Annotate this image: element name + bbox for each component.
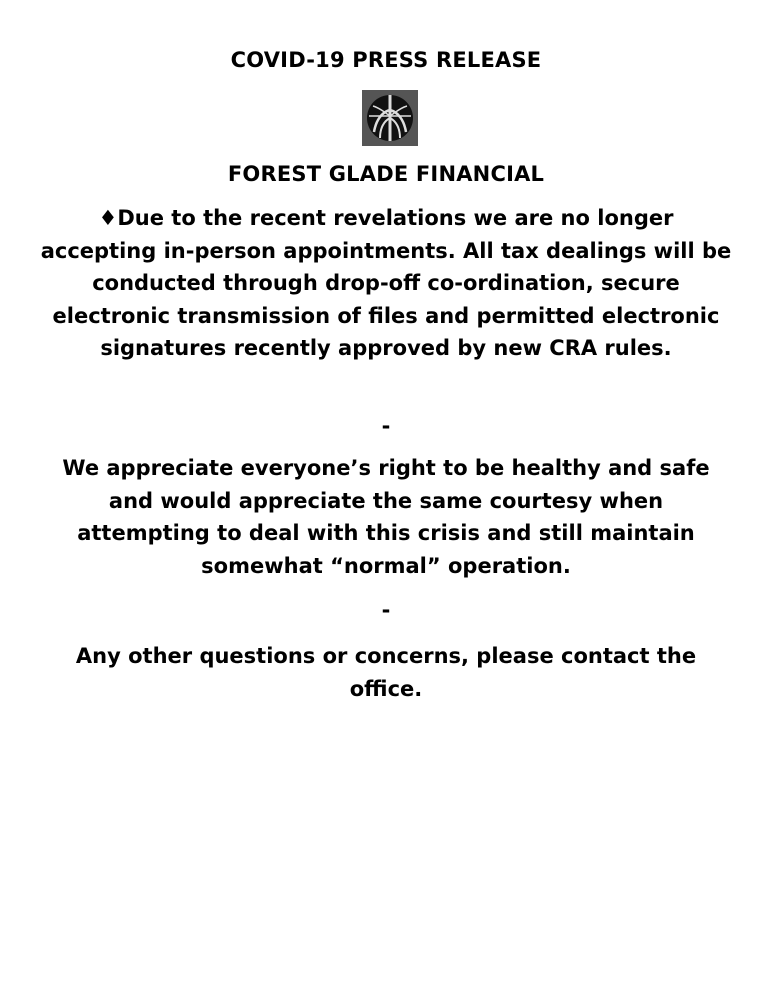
separator: - bbox=[381, 414, 391, 438]
forest-glade-logo-icon bbox=[362, 90, 418, 146]
document-title: COVID-19 PRESS RELEASE bbox=[230, 48, 542, 72]
separator: - bbox=[381, 598, 391, 622]
company-name: FOREST GLADE FINANCIAL bbox=[227, 162, 545, 186]
paragraph-appointments: ♦Due to the recent revelations we are no longer accepting in-person appointments. All tax dealings will be conducted through drop-off co-ordination, secure electronic transmission of files and permitted electronic signatures recently approved by new CRA rules. bbox=[40, 206, 732, 360]
paragraph-contact: Any other questions or concerns, please contact the office. bbox=[75, 644, 697, 701]
paragraph-health-safety: We appreciate everyone’s right to be healthy and safe and would appreciate the same courtesy when attempting to deal with this crisis and still maintain somewhat “normal” operation. bbox=[62, 456, 710, 578]
